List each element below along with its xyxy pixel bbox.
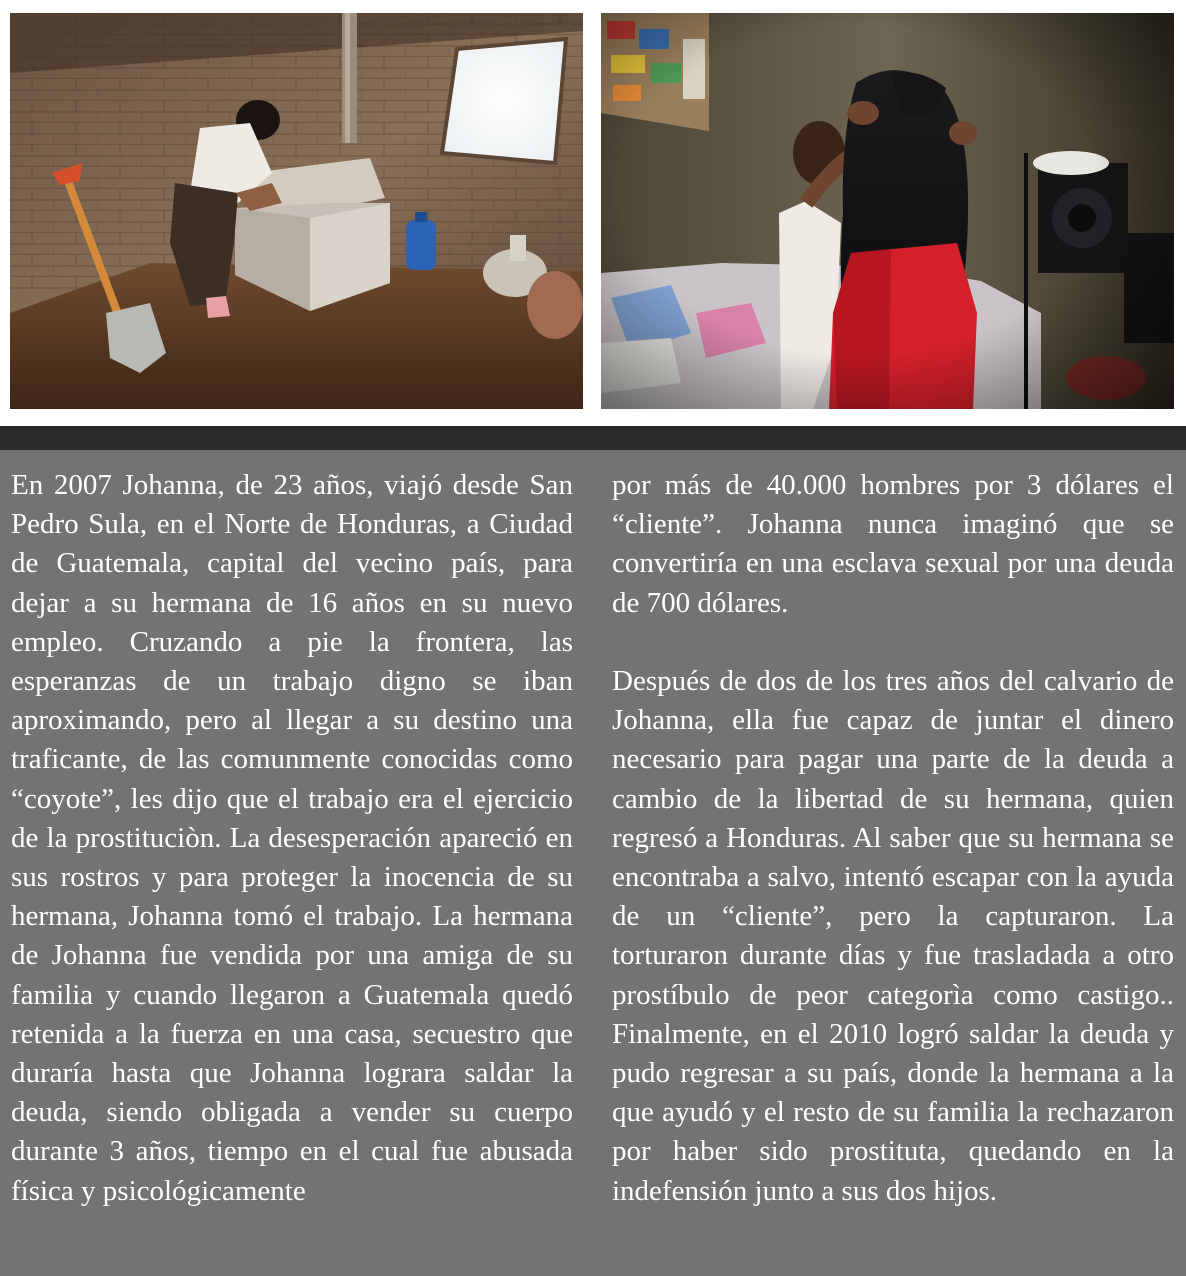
article-column-left bbox=[11, 466, 573, 1211]
article-text-panel bbox=[0, 450, 1186, 1276]
divider-bar bbox=[0, 426, 1186, 450]
article-paragraph: En 2007 Johanna, de 23 años, viajó desde San Pedro Sula, en el Norte de Honduras, a Ciudad de Guatemala, capital del vecino país, para dejar a su hermana de 16 años en su nuevo empleo. Cruzando a pie la frontera, las esperanzas de un trabajo digno se iban aproximando, pero al llegar a su destino una traficante, de las comunmente conocidas como “coyote”, les dijo que el trabajo era el ejercicio de la prostituciòn. La desesperación apareció en sus rostros y para proteger la inocencia de su hermana, Johanna tomó el trabajo. La hermana de Johanna fue vendida por una amiga de su familia y cuando llegaron a Guatemala quedó retenida a la fuerza en una casa, secuestro que duraría hasta que Johanna lograra saldar la deuda, siendo obligada a vender su cuerpo durante 3 años, tiempo en el cual fue abusada física y psicológicamente bbox=[11, 469, 573, 1207]
article-column-right bbox=[612, 466, 1174, 1211]
article-paragraph: Después de dos de los tres años del calvario de Johanna, ella fue capaz de juntar el dinero necesario para pagar una parte de la deuda a cambio de la libertad de su hermana, quien regresó a Honduras. Al saber que su hermana se encontraba a salvo, intentó escapar con la ayuda de un “cliente”, pero la capturaron. La torturaron durante días y fue trasladada a otro prostíbulo de peor categorìa como castigo.. Finalmente, en el 2010 logró saldar la deuda y pudo regresar a su país, donde la hermana a la que ayudó y el resto de su familia la rechazaron por haber sido prostituta, quedando en la indefensión junto a sus dos hijos. bbox=[612, 665, 1174, 1207]
photo-strip bbox=[0, 0, 1186, 426]
bedroom-hair-photo bbox=[601, 13, 1174, 409]
kitchen-stove-photo bbox=[10, 13, 583, 409]
article-paragraph: por más de 40.000 hombres por 3 dólares el “cliente”. Johanna nunca imaginó que se convertiría en una esclava sexual por una deuda de 700 dólares. bbox=[612, 469, 1174, 619]
